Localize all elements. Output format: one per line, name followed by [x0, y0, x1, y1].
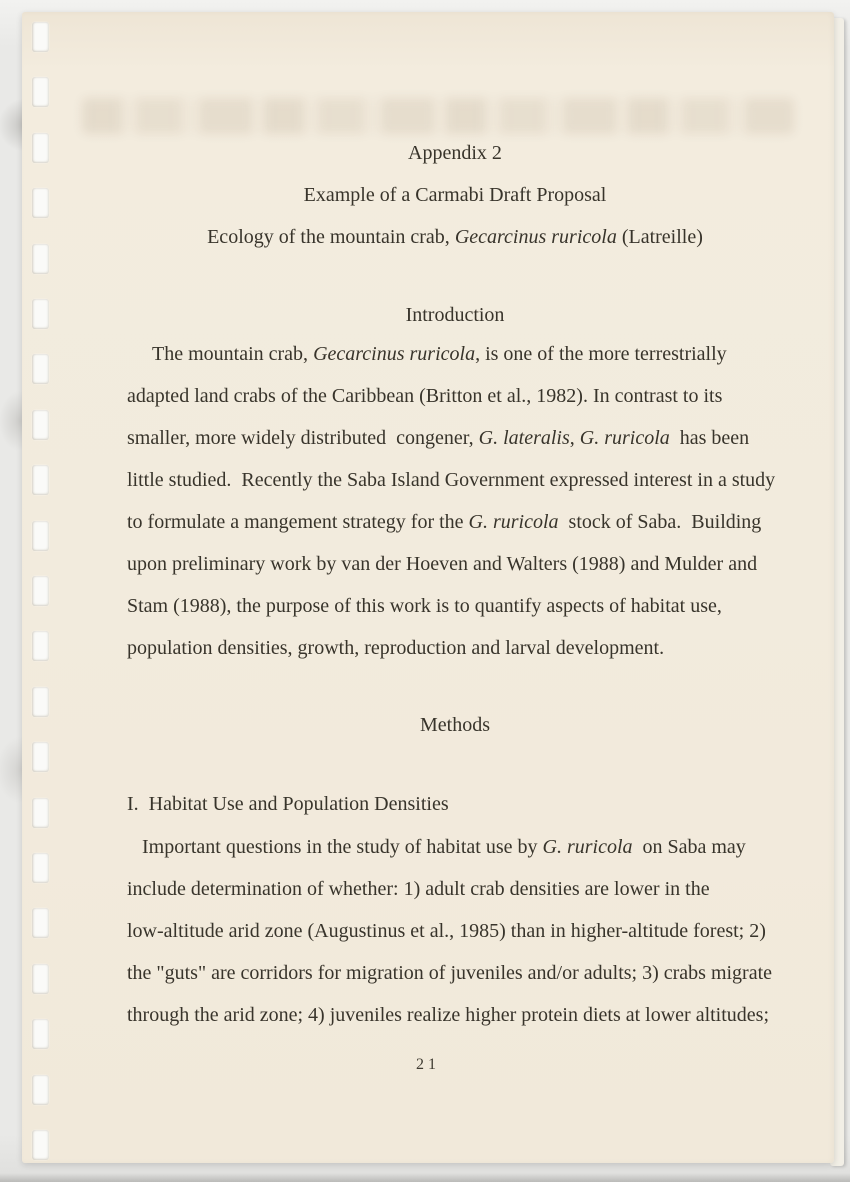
binding-hole: [32, 687, 49, 717]
binding-hole: [32, 1075, 49, 1105]
text-line: Example of a Carmabi Draft Proposal: [303, 184, 607, 206]
introduction-paragraph: [127, 333, 783, 669]
page-content: [127, 12, 783, 1163]
binding-hole: [32, 22, 49, 52]
binding-hole: [32, 410, 49, 440]
text-line: through the arid zone; 4) juveniles realize higher protein diets at lower altitudes;: [127, 1004, 770, 1026]
text-line: population densities, growth, reproduction and larval development.: [127, 637, 665, 659]
text-line: smaller, more widely distributed congener, G. lateralis, G. ruricola has been: [127, 427, 750, 449]
binding-hole: [32, 521, 49, 551]
binding-hole: [32, 1130, 49, 1160]
text-line: The mountain crab, Gecarcinus ruricola, is one of the more terrestrially: [152, 343, 727, 365]
binding-hole: [32, 77, 49, 107]
section-heading-methods: Methods: [420, 714, 490, 736]
text-line: adapted land crabs of the Caribbean (Britton et al., 1982). In contrast to its: [127, 385, 723, 407]
methods-paragraph: [127, 826, 783, 1036]
text-line: upon preliminary work by van der Hoeven and Walters (1988) and Mulder and: [127, 553, 758, 575]
binding-hole: [32, 133, 49, 163]
page-number: 21: [416, 1056, 440, 1073]
section-heading-introduction: Introduction: [405, 304, 505, 326]
binding-hole: [32, 631, 49, 661]
text-line: include determination of whether: 1) adult crab densities are lower in the: [127, 878, 710, 900]
document-title: [127, 132, 783, 258]
text-line: low-altitude arid zone (Augustinus et al., 1985) than in higher-altitude forest; 2): [127, 920, 766, 942]
binding-hole: [32, 465, 49, 495]
binding-hole: [32, 188, 49, 218]
binding-hole: [32, 908, 49, 938]
methods-subheading: I. Habitat Use and Population Densities: [127, 793, 449, 815]
binding-hole: [32, 964, 49, 994]
text-line: Ecology of the mountain crab, Gecarcinus ruricola (Latreille): [207, 226, 703, 248]
binding-hole: [32, 1019, 49, 1049]
binding-hole: [32, 244, 49, 274]
text-line: to formulate a mangement strategy for the G. ruricola stock of Saba. Building: [127, 511, 762, 533]
binding-hole: [32, 354, 49, 384]
binding-hole: [32, 853, 49, 883]
text-line: Stam (1988), the purpose of this work is to quantify aspects of habitat use,: [127, 595, 722, 617]
scanned-page: [22, 12, 834, 1163]
text-line: Appendix 2: [408, 142, 502, 164]
text-line: little studied. Recently the Saba Island Government expressed interest in a study: [127, 469, 776, 491]
binding-hole: [32, 798, 49, 828]
binding-hole: [32, 299, 49, 329]
text-line: Important questions in the study of habitat use by G. ruricola on Saba may: [142, 836, 746, 858]
text-line: the "guts" are corridors for migration of juveniles and/or adults; 3) crabs migrate: [127, 962, 773, 984]
binding-hole: [32, 576, 49, 606]
binding-hole: [32, 742, 49, 772]
